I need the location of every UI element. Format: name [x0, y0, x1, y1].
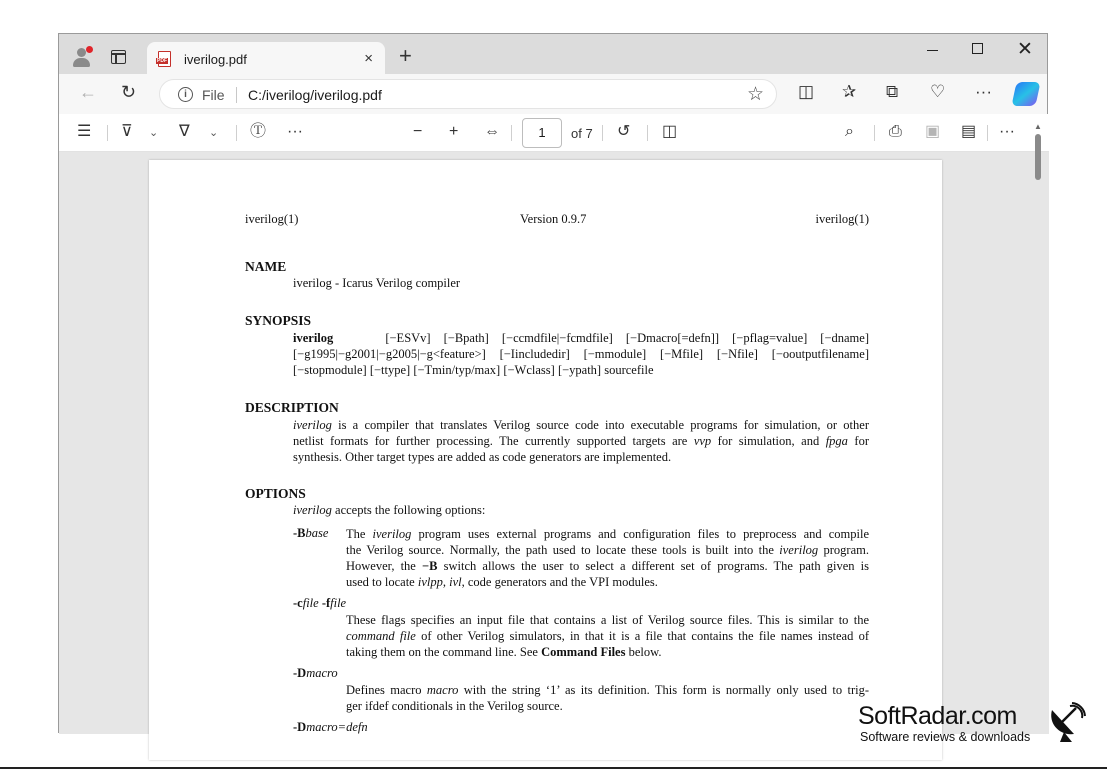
save-as-icon[interactable]: ▤ [961, 123, 977, 140]
description-command: iverilog [293, 418, 332, 432]
new-tab-button[interactable]: + [399, 43, 412, 68]
watermark-tagline: Software reviews & downloads [860, 730, 1031, 744]
toolbar-divider [107, 125, 108, 141]
opt-c-l2-cmd: command file [346, 629, 416, 643]
option-f-flag: -f [318, 596, 331, 610]
address-bar[interactable] [159, 79, 777, 109]
opt-b-l3b: switch allows the user to select a different set of programs. The path given is [437, 559, 869, 573]
opt-d-l1a: Defines macro [346, 683, 427, 697]
copilot-icon[interactable] [1011, 82, 1040, 106]
highlight-icon[interactable]: ⊽ [121, 123, 133, 140]
section-description-heading: DESCRIPTION [245, 400, 339, 415]
browser-window [58, 33, 1048, 733]
toolbar-divider [987, 125, 988, 141]
back-arrow-icon[interactable]: ← [79, 82, 97, 102]
favorite-star-icon[interactable]: ☆ [746, 84, 764, 105]
synopsis-line-3: [−stopmodule] [−ttype] [−Tmin/typ/max] [−Wclass] [−ypath] sourcefile [293, 363, 654, 377]
opt-b-l4a: used to locate [346, 575, 418, 589]
total-pages-label: of 7 [571, 126, 593, 141]
split-screen-icon[interactable]: ◫ [798, 82, 815, 101]
synopsis-line-1: [−ESVv] [−Bpath] [−ccmdfile|−fcmdfile] [−Dmacro[=defn]] [−pflag=value] [−dname] [385, 331, 869, 345]
option-d-arg: macro [306, 666, 338, 680]
page-number-input[interactable]: 1 [522, 118, 562, 148]
scrollbar-thumb[interactable] [1035, 134, 1041, 180]
reload-icon[interactable]: ↻ [121, 82, 137, 102]
zoom-in-button[interactable]: + [449, 123, 459, 140]
option-d-label [293, 666, 338, 681]
description-line-2a: netlist formats for further processing. The currently supported targets are [293, 434, 694, 448]
close-window-button[interactable]: ✕ [1017, 39, 1033, 60]
opt-b-l4-ivl: ivl [449, 575, 462, 589]
more-tools-button[interactable]: ··· [287, 123, 303, 140]
description-fpga: fpga [825, 434, 848, 448]
settings-more-icon[interactable]: ··· [975, 82, 992, 101]
option-c-description [346, 612, 869, 660]
pdf-file-icon [158, 51, 171, 67]
description-paragraph [293, 417, 869, 465]
opt-b-l2a: the Verilog source. Normally, the path used to locate these tools is built into the [346, 543, 780, 557]
watermark-brand: SoftRadar.com [858, 702, 1017, 730]
description-line-3: synthesis. Other target types are added as code generators are implemented. [293, 450, 672, 464]
opt-c-l3a: taking them on the command line. See [346, 645, 542, 659]
options-intro [293, 503, 485, 518]
description-vvp: vvp [693, 434, 712, 448]
tab-title: iverilog.pdf [184, 52, 247, 67]
scheme-label: File [202, 87, 225, 103]
opt-d-l2: ger ifdef conditionals in the Verilog source. [346, 699, 563, 713]
toolbar-divider [511, 125, 512, 141]
highlight-dropdown-chevron-icon[interactable]: ⌄ [149, 127, 159, 139]
draw-dropdown-chevron-icon[interactable]: ⌄ [209, 127, 219, 139]
option-d2-arg: macro=defn [306, 720, 368, 734]
opt-b-l3-flag: −B [422, 559, 438, 573]
url-text[interactable]: C:/iverilog/iverilog.pdf [248, 87, 382, 103]
page-header-left: iverilog(1) [245, 212, 299, 226]
section-name-heading: NAME [245, 259, 287, 274]
opt-c-l2: of other Verilog simulators, in that it is a file that contains the file names instead of [415, 629, 869, 643]
table-of-contents-icon[interactable]: ☰ [77, 123, 92, 140]
opt-b-l2-cmd: iverilog [779, 543, 819, 557]
search-icon[interactable]: ⌕ [845, 123, 854, 140]
page-view-icon[interactable]: ◫ [662, 123, 678, 140]
synopsis-paragraph [293, 330, 869, 378]
profile-avatar-icon[interactable] [71, 46, 93, 68]
option-c-arg: file [302, 596, 319, 610]
opt-b-l4-sep: , [442, 575, 450, 589]
option-c-flag: -c [293, 596, 303, 610]
option-d2-flag: -D [293, 720, 307, 734]
option-b-description [346, 526, 869, 590]
opt-d-l1b: with the string ‘1’ as its definition. This form is normally only used to trig- [458, 683, 869, 697]
name-text: iverilog - Icarus Verilog compiler [293, 276, 461, 290]
opt-b-l4-ivlpp: ivlpp [417, 575, 443, 589]
page-header-right: iverilog(1) [815, 212, 869, 226]
toolbar-divider [874, 125, 875, 141]
options-intro-text: accepts the following options: [331, 503, 486, 517]
option-b-arg: base [305, 526, 329, 540]
opt-b-l1-cmd: iverilog [372, 527, 412, 541]
favorites-icon[interactable]: ✰ [842, 82, 857, 101]
tab-actions-icon[interactable] [111, 50, 126, 64]
option-d-description [346, 682, 869, 714]
opt-c-l3b: below. [625, 645, 662, 659]
address-divider [236, 87, 237, 103]
opt-b-l1a: The [346, 527, 373, 541]
rotate-icon[interactable]: ↺ [617, 123, 631, 140]
option-d2-label [293, 720, 368, 735]
synopsis-line-2: [−g1995|−g2001|−g2005|−g<feature>] [−Iincludedir] [−mmodule] [−Mfile] [−Nfile] [−ooutputfilename] [293, 347, 869, 361]
browser-essentials-icon[interactable]: ♡ [930, 82, 946, 101]
opt-b-l4b: , code generators and the VPI modules. [461, 575, 658, 589]
pdf-more-options-icon[interactable]: ··· [999, 123, 1015, 140]
opt-c-l3-bold: Command Files [541, 645, 626, 659]
collections-icon[interactable]: ⧉ [886, 82, 899, 101]
options-intro-command: iverilog [293, 503, 332, 517]
tab-strip [59, 34, 1047, 74]
toolbar-divider [647, 125, 648, 141]
save-icon[interactable]: ▣ [925, 123, 941, 140]
text-box-icon[interactable]: Ⓣ [250, 123, 267, 140]
page-header-center: Version 0.9.7 [520, 212, 587, 226]
toolbar-divider [236, 125, 237, 141]
toolbar-divider [602, 125, 603, 141]
section-synopsis-heading: SYNOPSIS [245, 313, 312, 328]
pdf-toolbar [59, 114, 1049, 152]
section-options-heading: OPTIONS [245, 486, 306, 501]
option-b-label [293, 526, 328, 541]
opt-b-l1b: program uses external programs and configuration files to preprocess and compile [411, 527, 869, 541]
vertical-scrollbar[interactable] [1033, 122, 1043, 734]
synopsis-command: iverilog [293, 331, 334, 345]
opt-c-l1: These flags specifies an input file that contains a list of Verilog source files. This is similar to the [346, 613, 869, 627]
maximize-button[interactable] [972, 43, 983, 54]
pdf-page [149, 160, 942, 760]
option-b-flag: -B [293, 526, 306, 540]
opt-b-l2b: program. [818, 543, 869, 557]
fit-to-page-icon[interactable]: ⇔ [484, 123, 500, 140]
option-f-arg: file [330, 596, 347, 610]
tab-iverilog-pdf[interactable] [147, 42, 385, 75]
scroll-up-arrow-icon[interactable]: ▲ [1034, 122, 1042, 131]
info-icon[interactable]: i [178, 87, 193, 102]
navigation-bar [59, 74, 1047, 114]
tab-close-button[interactable]: × [364, 50, 373, 67]
description-line-2b: for simulation, and [711, 434, 826, 448]
description-line-1: is a compiler that translates Verilog source code into executable programs for simulation, or other [331, 418, 869, 432]
draw-icon[interactable]: ∇ [179, 123, 190, 140]
option-c-label [293, 596, 346, 611]
print-icon[interactable]: ⎙ [889, 123, 902, 140]
option-d-flag: -D [293, 666, 307, 680]
opt-d-l1-macro: macro [426, 683, 459, 697]
zoom-out-button[interactable]: − [413, 123, 423, 140]
description-line-2c: for [847, 434, 870, 448]
satellite-dish-logo-icon [1046, 702, 1086, 742]
opt-b-l3a: However, the [346, 559, 422, 573]
